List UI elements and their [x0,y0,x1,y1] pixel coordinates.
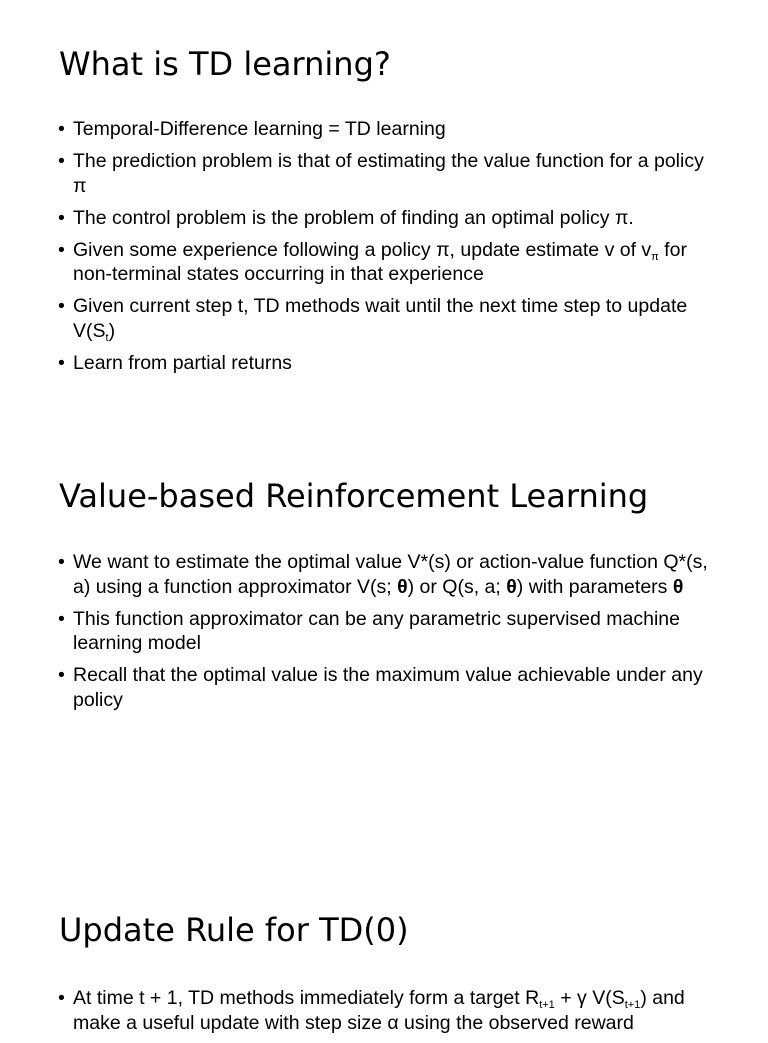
bullet-item: • Given some experience following a policy π, update estimate v of $v_\pi$ for non-terminal states occurring in that experience [58,238,687,285]
slide-title: What is TD learning? [59,45,391,83]
bullet-item: • Recall that the optimal value is the maximum value achievable under any policy [58,664,703,711]
bullet-item: • We want to estimate the optimal value V*(s) or action-value function Q*(s, a) using a function approximator V(s; θ) or Q(s, a; θ) with parameters θ [58,551,708,598]
bullet-item: • Learn from partial returns [58,351,292,374]
bullet-list [58,986,708,1043]
bullet-list [58,550,708,720]
bullet-item: • Temporal-Difference learning = TD learning [58,118,446,140]
bullet-item: • Given current step t, TD methods wait until the next time step to update $V(S_t)$ [58,295,688,344]
slide-title: Value-based Reinforcement Learning [59,477,649,515]
bullet-item: • This function approximator can be any parametric supervised machine learning model [58,607,680,654]
slide-title: Update Rule for TD(0) [59,911,409,949]
bullet-item: • The control problem is the problem of finding an optimal policy π. [58,206,634,229]
bullet-item: • At time t + 1, TD methods immediately form a target $R_{t+1} + \gamma$ $V(S_{t+1})$ and make a useful update with step size α using the observed reward [58,987,685,1034]
bullet-list [58,117,708,383]
bullet-item: • The prediction problem is that of estimating the value function for a policy π [58,150,704,197]
